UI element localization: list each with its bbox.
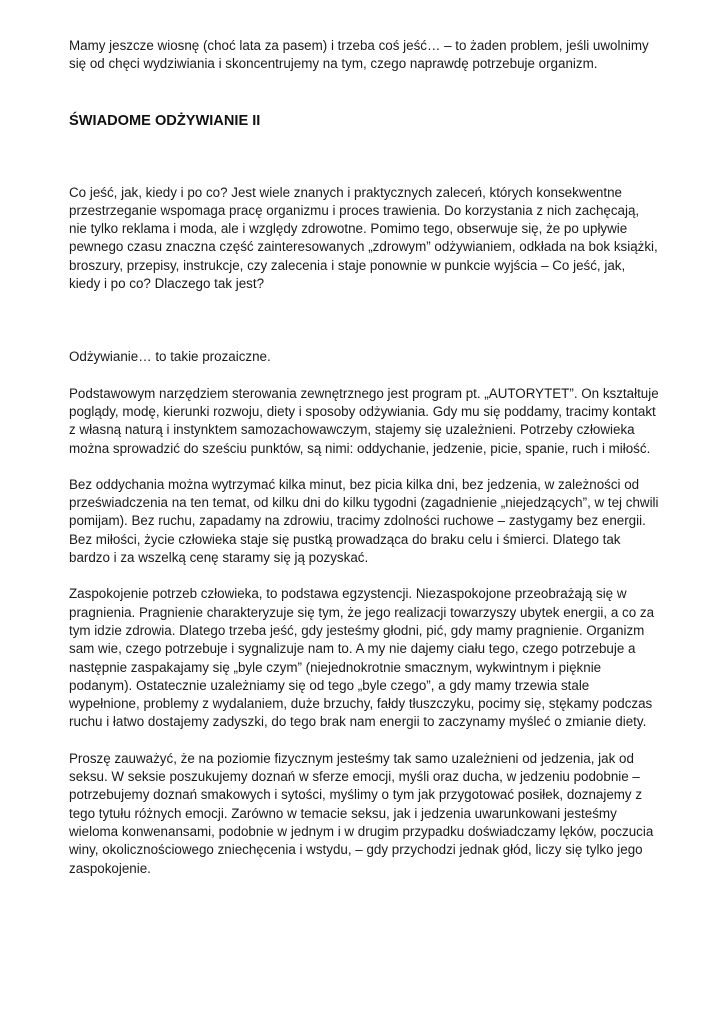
sex-paragraph: Proszę zauważyć, że na poziomie fizycznym jesteśmy tak samo uzależnieni od jedzenia, jak od seksu. W seksie poszukujemy doznań w sferze emocji, myśli oraz ducha, w jedzeniu podobnie – potrzebujemy doznań smakowych i sytości, myślimy o tym jak przygotować posiłek, doznajemy z tego tytułu różnych emocji. Zarówno w temacie seksu, jak i jedzenia uwarunkowani jesteśmy wieloma konwenansami, podobnie w jednym i w drugim przypadku doświadczamy lęków, poczucia winy, okolicznościowego zniechęcenia i wstydu, – gdy przychodzi jednak głód, liczy się tylko jego zaspokojenie. [69, 750, 654, 876]
intro-paragraph: Mamy jeszcze wiosnę (choć lata za pasem) i trzeba coś jeść… – to żaden problem, jeśli uwolnimy się od chęci wydziwiania i skoncentrujemy na tym, czego naprawdę potrzebuje organizm. [69, 38, 649, 72]
breathing-paragraph: Bez oddychania można wytrzymać kilka minut, bez picia kilka dni, bez jedzenia, w zależności od przeświadczenia na ten temat, od kilku dni do kilku tygodni (zagadnienie „niejedzących”, w tej chwili pomijam). Bez ruchu, zapadamy na zdrowiu, tracimy zdolności ruchowe – zastygamy bez energii. Bez miłości, życie człowieka staje się pustką prowadząca do braku celu i śmierci. Dlatego tak bardzo i za wszelką cenę staramy się ją pozyskać. [69, 476, 659, 566]
section-heading: ŚWIADOME ODŻYWIANIE II [69, 112, 261, 129]
document-page [69, 37, 659, 878]
prosaic-line: Odżywianie… to takie prozaiczne. [69, 349, 271, 365]
question-paragraph: Co jeść, jak, kiedy i po co? Jest wiele znanych i praktycznych zaleceń, których konsekwentne przestrzeganie wspomaga pracę organizmu i proces trawienia. Do korzystania z nich zachęcają, nie tylko reklama i moda, ale i względy zdrowotne. Pomimo tego, obserwuje się, że po upływie pewnego czasu znaczna część zainteresowanych „zdrowym” odżywianiem, odkłada na bok książki, broszury, przepisy, instrukcje, czy zalecenia i staje ponownie w punkcie wyjścia – Co jeść, jak, kiedy i po co? Dlaczego tak jest? [69, 184, 658, 292]
autorytet-paragraph: Podstawowym narzędziem sterowania zewnętrznego jest program pt. „AUTORYTET”. On kształtuje poglądy, modę, kierunki rozwoju, diety i sposoby odżywiania. Gdy mu się poddamy, tracimy kontakt z własną naturą i instynktem samozachowawczym, stajemy się uzależnieni. Potrzeby człowieka można sprowadzić do sześciu punktów, są nimi: oddychanie, jedzenie, picie, spanie, ruch i miłość. [69, 385, 659, 456]
needs-paragraph: Zaspokojenie potrzeb człowieka, to podstawa egzystencji. Niezaspokojone przeobrażają się w pragnienia. Pragnienie charakteryzuje się tym, że jego realizacji towarzyszy ubytek energii, a co za tym idzie zdrowia. Dlatego trzeba jeść, gdy jesteśmy głodni, pić, gdy mamy pragnienie. Organizm sam wie, czego potrzebuje i sygnalizuje nam to. A my nie dajemy ciału tego, czego potrzebuje a następnie zaspakajamy się „byle czym” (niejednokrotnie smacznym, wykwintnym i pięknie podanym). Ostatecznie uzależniamy się od tego „byle czego”, a gdy mamy trzewia stale wypełnione, problemy z wydalaniem, duże brzuchy, fałdy tłuszczyku, pocimy się, stękamy podczas ruchu i łatwo dostajemy zadyszki, do tego brak nam energii to zaczynamy myśleć o zmianie diety. [69, 586, 655, 730]
